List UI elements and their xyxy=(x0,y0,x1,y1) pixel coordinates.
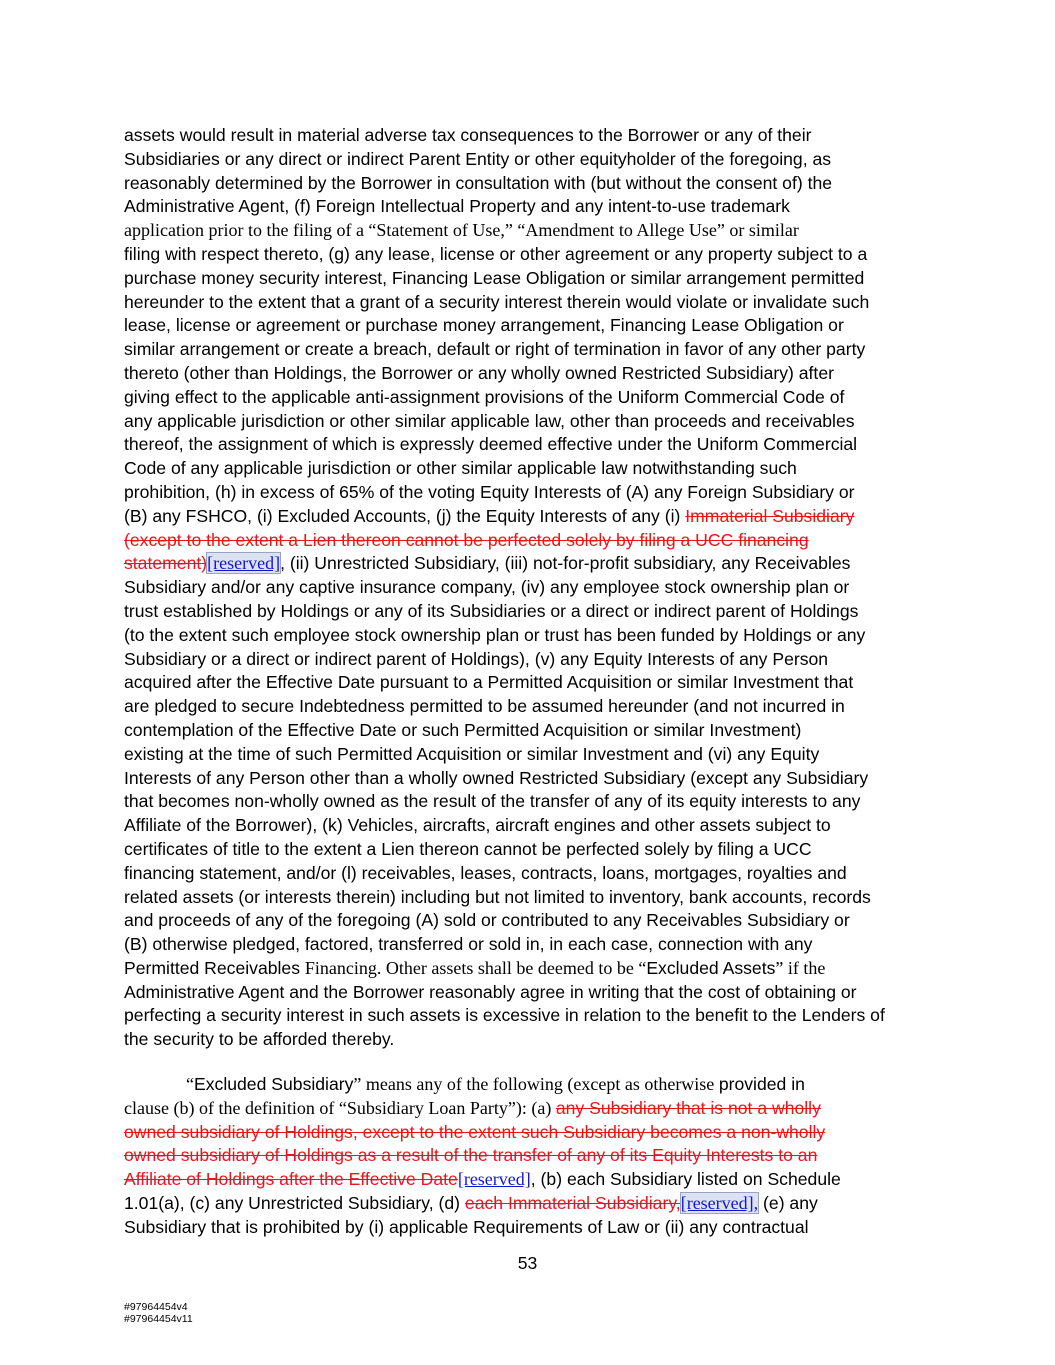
document-id: #97964454v4 xyxy=(124,1301,188,1313)
text-line xyxy=(124,1144,936,1168)
text-line: (to the extent such employee stock ownership plan or trust has been funded by Holdings or any xyxy=(124,624,866,645)
text-run: (B) any FSHCO, (i) Excluded Accounts, (j) the Equity Interests of any (i) xyxy=(124,505,686,526)
text-line: Administrative Agent and the Borrower reasonably agree in writing that the cost of obtaining or xyxy=(124,981,857,1002)
text-run: “ xyxy=(186,1074,194,1095)
text-run: ” means any of the following (except as otherwise xyxy=(353,1074,719,1095)
deleted-text: Immaterial Subsidiary xyxy=(685,505,855,526)
text-run: , (b) each Subsidiary listed on Schedule xyxy=(530,1169,841,1190)
text-line: Affiliate of the Borrower), (k) Vehicles, aircrafts, aircraft engines and other assets subject to xyxy=(124,815,831,836)
text-line xyxy=(124,505,936,529)
page-number: 53 xyxy=(517,1253,538,1273)
text-line: certificates of title to the extent a Lien thereon cannot be perfected solely by filing a UCC xyxy=(124,838,812,859)
text-line: that becomes non-wholly owned as the result of the transfer of any of its equity interests to any xyxy=(124,791,861,812)
text-line: reasonably determined by the Borrower in consultation with (but without the consent of) the xyxy=(124,172,833,193)
text-line: prohibition, (h) in excess of 65% of the voting Equity Interests of (A) any Foreign Subsidiary or xyxy=(124,481,855,502)
text-line xyxy=(124,552,936,576)
text-line: Interests of any Person other than a wholly owned Restricted Subsidiary (except any Subsidiary xyxy=(124,767,869,788)
text-run: clause (b) of the definition of “Subsidiary Loan Party”): (a) xyxy=(124,1097,556,1118)
text-line: any applicable jurisdiction or other similar applicable law, other than proceeds and receivables xyxy=(124,410,855,431)
text-line: hereunder to the extent that a grant of a security interest therein would violate or invalidate such xyxy=(124,291,870,312)
text-line: Administrative Agent, (f) Foreign Intellectual Property and any intent-to-use trademark xyxy=(124,196,790,217)
text-line: (B) otherwise pledged, factored, transferred or sold in, in each case, connection with any xyxy=(124,934,813,955)
text-line: application prior to the filing of a “Statement of Use,” “Amendment to Allege Use” or similar xyxy=(124,220,799,241)
text-run: Financing. Other assets shall be deemed to be “ xyxy=(304,957,647,978)
text-line: filing with respect thereto, (g) any lease, license or other agreement or any property subject to a xyxy=(124,243,868,264)
text-line: Subsidiary or a direct or indirect parent of Holdings), (v) any Equity Interests of any Person xyxy=(124,648,829,669)
text-line: Subsidiary and/or any captive insurance company, (iv) any employee stock ownership plan or xyxy=(124,577,850,598)
text-line xyxy=(124,1192,936,1216)
text-line: contemplation of the Effective Date or such Permitted Acquisition or similar Investment) xyxy=(124,719,802,740)
text-line: assets would result in material adverse tax consequences to the Borrower or any of their xyxy=(124,125,812,145)
text-run: ” if the xyxy=(775,957,826,978)
deleted-text: Affiliate of Holdings after the Effective Date xyxy=(124,1169,458,1190)
text-line: lease, license or agreement or purchase money arrangement, Financing Lease Obligation or xyxy=(124,315,844,336)
deleted-text: owned subsidiary of Holdings as a result of the transfer of any of its Equity Interests to an xyxy=(124,1145,818,1166)
text-line: thereto (other than Holdings, the Borrower or any wholly owned Restricted Subsidiary) after xyxy=(124,362,834,383)
text-line: and proceeds of any of the foregoing (A) sold or contributed to any Receivables Subsidiary or xyxy=(124,910,850,931)
text-line xyxy=(124,1121,936,1145)
text-line xyxy=(124,1168,936,1192)
deleted-text: statement) xyxy=(124,553,208,574)
document-id: #97964454v11 xyxy=(124,1313,193,1325)
inserted-text: [reserved] xyxy=(457,1169,531,1190)
text-line: are pledged to secure Indebtedness permitted to be assumed hereunder (and not incurred in xyxy=(124,696,845,717)
inserted-text: [reserved] xyxy=(207,553,281,574)
text-line: Subsidiary that is prohibited by (i) applicable Requirements of Law or (ii) any contractual xyxy=(124,1216,809,1237)
document-body xyxy=(124,124,936,1240)
deleted-text: any Subsidiary that is not a wholly xyxy=(555,1097,821,1118)
text-line: similar arrangement or create a breach, default or right of termination in favor of any other party xyxy=(124,339,866,360)
inserted-text: [reserved], xyxy=(680,1193,759,1214)
deleted-text: owned subsidiary of Holdings, except to the extent such Subsidiary becomes a non-wholly xyxy=(124,1121,826,1142)
text-line: perfecting a security interest in such assets is excessive in relation to the benefit to the Lenders of xyxy=(124,1005,885,1026)
text-line xyxy=(124,529,936,553)
deleted-text: each Immaterial Subsidiary, xyxy=(464,1193,681,1214)
text-line: trust established by Holdings or any of its Subsidiaries or a direct or indirect parent of Holdings xyxy=(124,600,859,621)
text-line: existing at the time of such Permitted Acquisition or similar Investment and (vi) any Equity xyxy=(124,743,820,764)
defined-term: Excluded Subsidiary xyxy=(194,1074,354,1095)
defined-term: Excluded Assets xyxy=(646,957,776,978)
text-run: 1.01(a), (c) any Unrestricted Subsidiary, (d) xyxy=(124,1193,465,1214)
text-line: Subsidiaries or any direct or indirect Parent Entity or other equityholder of the foregoing, as xyxy=(124,148,832,169)
text-line xyxy=(124,957,936,981)
text-run: Permitted Receivables xyxy=(124,957,305,978)
text-line: acquired after the Effective Date pursuant to a Permitted Acquisition or similar Investment that xyxy=(124,672,854,693)
text-line: related assets (or interests therein) including but not limited to inventory, bank accounts, records xyxy=(124,886,871,907)
text-line: financing statement, and/or (l) receivables, leases, contracts, loans, mortgages, royalties and xyxy=(124,862,847,883)
text-line: giving effect to the applicable anti-assignment provisions of the Uniform Commercial Code of xyxy=(124,386,845,407)
text-run: (e) any xyxy=(758,1193,818,1214)
text-line: purchase money security interest, Financing Lease Obligation or similar arrangement permitted xyxy=(124,267,865,288)
text-run: provided in xyxy=(718,1074,805,1095)
paragraph-gap xyxy=(124,1052,936,1073)
text-line xyxy=(124,1073,936,1097)
text-line: thereof, the assignment of which is expressly deemed effective under the Uniform Commercial xyxy=(124,434,858,455)
text-line: the security to be afforded thereby. xyxy=(124,1029,395,1050)
deleted-text: (except to the extent a Lien thereon cannot be perfected solely by filing a UCC financing xyxy=(124,529,809,550)
text-line: Code of any applicable jurisdiction or other similar applicable law notwithstanding such xyxy=(124,458,797,479)
document-ids xyxy=(124,1301,193,1325)
text-line xyxy=(124,1097,936,1121)
text-run: , (ii) Unrestricted Subsidiary, (iii) not-for-profit subsidiary, any Receivables xyxy=(280,553,851,574)
